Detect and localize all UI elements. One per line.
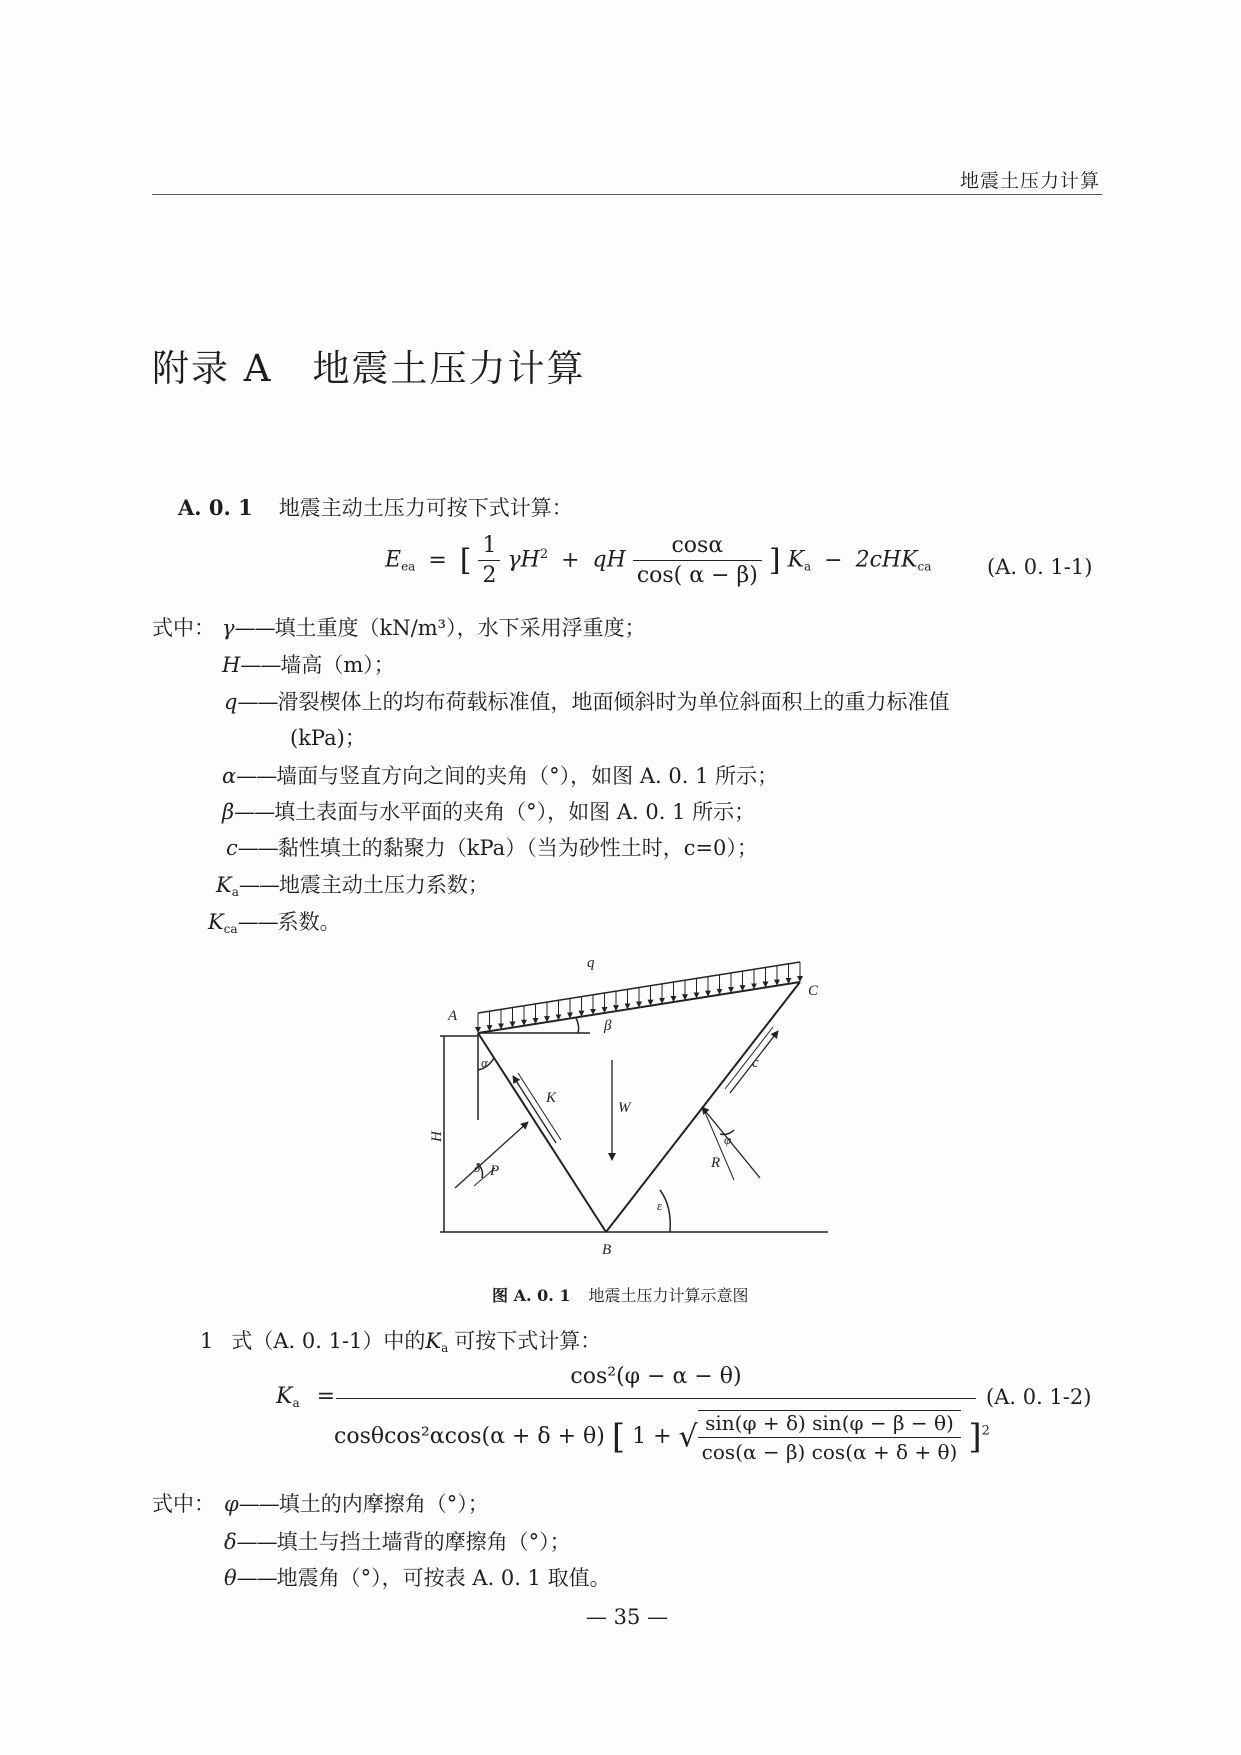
var-gamma <box>222 612 646 642</box>
item-text-before: 式（A. 0. 1-1）中的 <box>231 1329 426 1353</box>
var-desc: 系数。 <box>277 910 341 934</box>
var-symbol: φ <box>224 1492 239 1516</box>
var-desc: 墙高（m）； <box>280 653 395 677</box>
item-symbol-sub: a <box>441 1341 449 1355</box>
var-symbol: δ <box>224 1530 237 1554</box>
item-symbol: K <box>425 1329 442 1353</box>
figure-caption-text: 地震土压力计算示意图 <box>588 1286 749 1305</box>
label-p: P <box>490 1163 500 1179</box>
equation-2-label: (A. 0. 1-2) <box>986 1385 1092 1409</box>
load-arrows <box>478 962 800 1032</box>
var-theta <box>224 1562 611 1592</box>
label-h: H <box>429 1131 445 1142</box>
appendix-title <box>152 338 585 392</box>
var-q <box>224 686 949 716</box>
header-rule <box>152 194 1102 195</box>
where-label-2: 式中： <box>152 1492 215 1516</box>
var-symbol: q <box>224 690 238 714</box>
eq1-cos-top: cosα <box>633 533 762 561</box>
var-dash: —— <box>237 836 278 860</box>
eq2-sqrt-sign: √ <box>678 1419 698 1455</box>
label-c-force: c <box>752 1055 759 1071</box>
beta-arc <box>576 1018 579 1033</box>
var-desc: (kPa)； <box>290 726 366 750</box>
label-a: A <box>448 1008 458 1024</box>
eq2-one-plus: 1 + <box>632 1424 672 1449</box>
eq1-half-top: 1 <box>478 533 500 561</box>
eq1-equals: = <box>428 547 447 573</box>
eq1-bracket-close: ] <box>768 543 781 578</box>
var-dash: —— <box>236 1566 277 1590</box>
var-kca <box>208 906 341 936</box>
eq1-lhs-sub: ea <box>401 559 416 574</box>
appendix-label: 附录 A <box>152 347 273 390</box>
eq1-minus: − <box>824 547 843 573</box>
var-symbol: α <box>222 764 237 788</box>
figure-caption <box>492 1283 749 1306</box>
eq2-lhs: K <box>276 1384 293 1409</box>
clause-text: 地震主动土压力可按下式计算： <box>278 496 573 520</box>
label-epsilon: ε <box>657 1198 663 1213</box>
eq1-tail: 2cHK <box>855 547 918 573</box>
clause-number: A. 0. 1 <box>178 495 253 520</box>
eq1-bracket-open: [ <box>459 543 472 578</box>
eq1-gamma-term: γH <box>507 547 540 573</box>
var-sub: ca <box>223 922 238 936</box>
figure-a01 <box>420 955 840 1265</box>
var-dash: —— <box>238 1492 279 1516</box>
eq2-bracket-close: ] <box>968 1417 982 1457</box>
var-c <box>226 832 758 862</box>
eq1-half-bot: 2 <box>482 563 497 588</box>
equation-1 <box>385 533 931 588</box>
var-dash: —— <box>240 653 281 677</box>
eq2-lhs-group <box>276 1384 335 1410</box>
clause-a01 <box>178 492 573 522</box>
figure-caption-number: 图 A. 0. 1 <box>492 1286 571 1305</box>
var-dash: —— <box>236 1530 277 1554</box>
var-symbol: β <box>222 800 235 824</box>
eq2-numerator: cos²(φ − α − θ) <box>570 1364 742 1389</box>
force-c-shadow <box>725 1027 773 1089</box>
var-dash: —— <box>237 910 278 934</box>
var-symbol: θ <box>224 1566 237 1590</box>
eq1-tail-sub: ca <box>917 559 932 574</box>
var-symbol: c <box>226 836 238 860</box>
label-c-point: C <box>808 983 819 999</box>
var-symbol: H <box>222 653 241 677</box>
var-q-unit <box>290 722 366 752</box>
label-r: R <box>711 1155 721 1171</box>
eq2-lhs-sub: a <box>292 1396 300 1410</box>
item-number: 1 <box>200 1329 214 1353</box>
var-ka <box>216 869 489 899</box>
eq1-ka-sub: a <box>804 559 812 574</box>
var-desc: 填土的内摩擦角（°）； <box>278 1492 489 1516</box>
eq1-plus: + <box>561 547 580 573</box>
var-desc: 填土与挡土墙背的摩擦角（°）； <box>276 1530 571 1554</box>
appendix-title-text: 地震土压力计算 <box>312 347 586 390</box>
var-dash: —— <box>234 616 275 640</box>
eq1-half <box>478 533 500 588</box>
item-text-after: 可按下式计算： <box>454 1329 602 1353</box>
eq1-ka: K <box>787 547 804 573</box>
var-symbol: K <box>216 873 232 897</box>
eq2-fraction-bar <box>336 1398 976 1399</box>
eq2-sqrt-bot: cos(α − β) cos(α + δ + θ) <box>701 1440 958 1464</box>
var-beta <box>222 796 755 826</box>
eq2-power: 2 <box>981 1423 990 1439</box>
var-delta <box>224 1526 571 1556</box>
var-desc: 滑裂楔体上的均布荷载标准值，地面倾斜时为单位斜面积上的重力标准值 <box>277 690 950 714</box>
var-dash: —— <box>237 690 278 714</box>
equation-1-label: (A. 0. 1-1) <box>987 555 1093 579</box>
label-alpha: α <box>481 1055 488 1070</box>
running-header: 地震土压力计算 <box>960 170 1101 192</box>
var-symbol: γ <box>222 616 235 640</box>
eq1-gamma-sup: 2 <box>539 547 549 563</box>
var-desc: 填土表面与水平面的夹角（°），如图 A. 0. 1 所示； <box>274 800 756 824</box>
var-dash: —— <box>234 800 275 824</box>
eq2-sqrt-fraction <box>698 1410 962 1464</box>
label-delta: δ <box>474 1160 481 1175</box>
eq2-sqrt-top: sin(φ + δ) sin(φ − β − θ) <box>698 1411 962 1438</box>
label-k: K <box>546 1090 557 1106</box>
page-number: — 35 — <box>586 1605 669 1629</box>
eq1-cos-bot: cos( α − β) <box>636 563 758 588</box>
label-phi: φ <box>724 1132 732 1147</box>
slip-line-bc <box>606 982 800 1232</box>
eq1-cos-fraction <box>633 533 762 588</box>
label-q: q <box>587 955 595 971</box>
var-desc: 地震角（°），可按表 A. 0. 1 取值。 <box>276 1566 611 1590</box>
force-k-arrow <box>513 1076 556 1143</box>
label-beta: β <box>604 1018 612 1034</box>
eq1-lhs: E <box>385 547 402 573</box>
label-w: W <box>618 1100 631 1116</box>
var-dash: —— <box>238 873 279 897</box>
var-h <box>222 649 395 679</box>
var-desc: 填土重度（kN/m³），水下采用浮重度； <box>274 616 646 640</box>
eq1-q-term: qH <box>592 547 626 573</box>
wall-line-ab <box>478 1033 606 1232</box>
item-1 <box>200 1325 601 1355</box>
eq2-denominator <box>334 1410 990 1464</box>
eq2-equals: = <box>316 1384 336 1409</box>
var-phi <box>224 1488 489 1518</box>
var-desc: 墙面与竖直方向之间的夹角（°），如图 A. 0. 1 所示； <box>276 764 779 788</box>
var-symbol: K <box>208 910 224 934</box>
var-alpha <box>222 760 778 790</box>
eq2-bracket-open: [ <box>611 1417 626 1457</box>
label-b: B <box>602 1242 612 1258</box>
var-dash: —— <box>236 764 277 788</box>
where-label: 式中： <box>152 616 215 640</box>
var-sub: a <box>231 885 239 899</box>
var-desc: 地震主动土压力系数； <box>278 873 489 897</box>
eq2-denominator-left: cosθcos²αcos(α + δ + θ) <box>334 1424 605 1449</box>
var-desc: 黏性填土的黏聚力（kPa）（当为砂性土时，c=0）； <box>277 836 758 860</box>
